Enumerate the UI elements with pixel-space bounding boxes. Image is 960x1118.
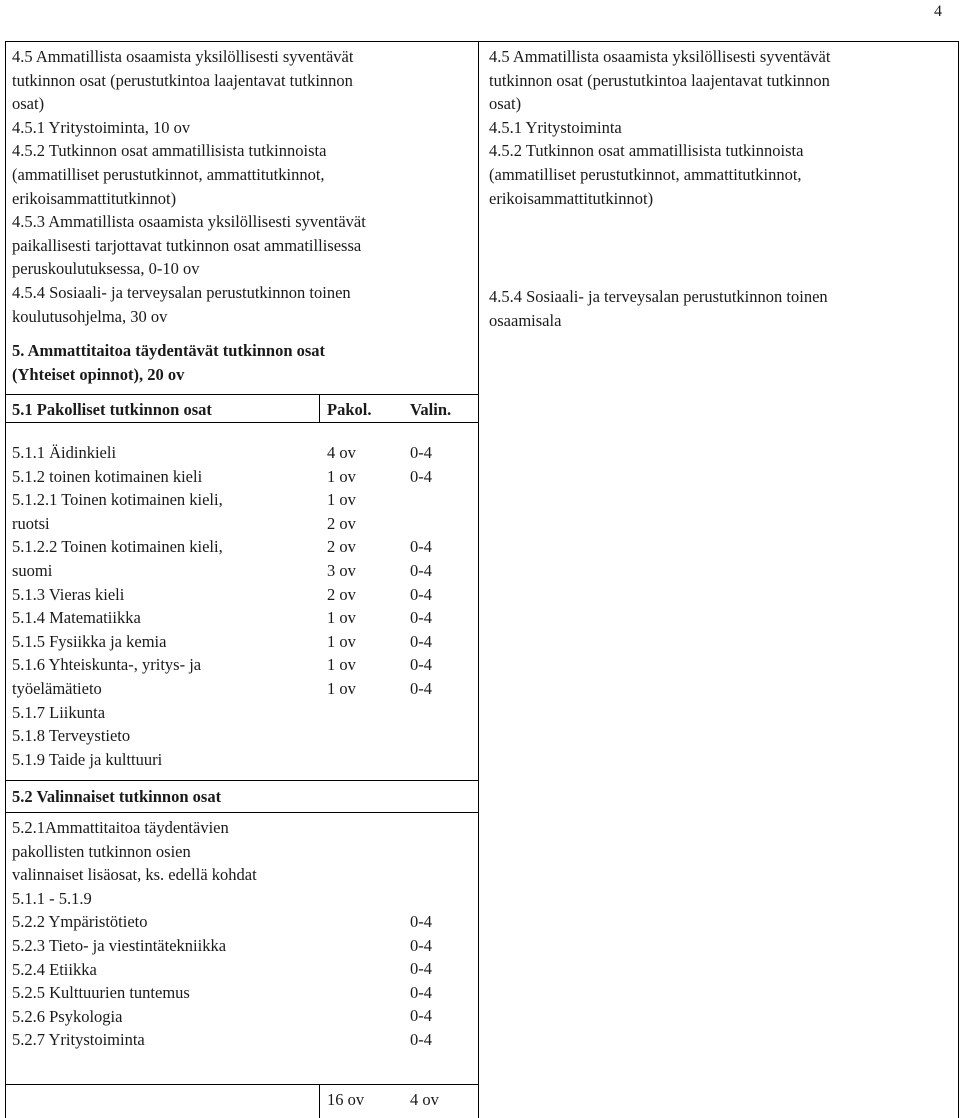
valin-value: 0-4 bbox=[410, 912, 432, 931]
course-name: 5.1.2.2 Toinen kotimainen kieli, bbox=[12, 537, 223, 557]
valin-value: 0-4 bbox=[410, 655, 432, 675]
pakol-value: 1 ov bbox=[327, 466, 356, 486]
left-intro-line: 4.5.4 Sosiaali- ja terveysalan perustutkinnon toinen bbox=[12, 282, 351, 302]
right-intro-list bbox=[489, 45, 830, 210]
pakol-value: 1 ov bbox=[327, 655, 356, 675]
course-name: 5.1.2 toinen kotimainen kieli bbox=[12, 466, 203, 486]
valin-value bbox=[410, 488, 432, 512]
course-name: suomi bbox=[12, 560, 53, 580]
valin-value: 0-4 bbox=[410, 959, 432, 979]
valin-value: 0-4 bbox=[410, 678, 432, 698]
left-intro-line: peruskoulutuksessa, 0-10 ov bbox=[12, 259, 200, 279]
valin-value: 0-4 bbox=[410, 982, 432, 1002]
course-name: ruotsi bbox=[12, 513, 50, 533]
valin-value: 0-4 bbox=[410, 443, 432, 462]
row-divider-section51 bbox=[5, 780, 479, 781]
course-name: pakollisten tutkinnon osien bbox=[12, 841, 191, 861]
column-header-pakol: Pakol. bbox=[327, 400, 372, 419]
course-name: 5.1.1 - 5.1.9 bbox=[12, 888, 92, 908]
course-name: 5.2.6 Psykologia bbox=[12, 1006, 123, 1026]
table-left-border bbox=[5, 41, 6, 1118]
section5-heading-line: (Yhteiset opinnot), 20 ov bbox=[12, 364, 185, 384]
course-name: 5.2.2 Ympäristötieto bbox=[12, 912, 148, 932]
left-intro-line: 4.5.2 Tutkinnon osat ammatillisista tutkinnoista bbox=[12, 141, 327, 161]
right-sosiaali-line: osaamisala bbox=[489, 310, 562, 330]
course-name: 5.1.7 Liikunta bbox=[12, 702, 106, 722]
section52-title: 5.2 Valinnaiset tutkinnon osat bbox=[12, 787, 222, 806]
pakol-value: 1 ov bbox=[327, 490, 356, 510]
right-intro-line: osat) bbox=[489, 94, 522, 114]
col-divider-pakol-header bbox=[319, 394, 320, 422]
pakol-value: 2 ov bbox=[327, 537, 356, 557]
course-name: 5.2.1Ammattitaitoa täydentävien bbox=[12, 818, 229, 837]
valin-value: 0-4 bbox=[410, 560, 432, 580]
section52-names bbox=[12, 816, 257, 1052]
valin-value: 0-4 bbox=[410, 935, 432, 955]
table-center-divider bbox=[478, 41, 479, 1118]
right-intro-line: erikoisammattitutkinnot) bbox=[489, 188, 654, 208]
course-name: 5.1.5 Fysiikka ja kemia bbox=[12, 631, 167, 651]
course-name: 5.1.1 Äidinkieli bbox=[12, 443, 117, 462]
left-intro-line: 4.5 Ammatillista osaamista yksilöllisesti syventävät bbox=[12, 47, 354, 66]
course-name: 5.1.9 Taide ja kulttuuri bbox=[12, 749, 163, 769]
right-intro-line: 4.5.2 Tutkinnon osat ammatillisista tutkinnoista bbox=[489, 141, 804, 161]
row-divider-header52 bbox=[5, 812, 479, 813]
right-intro-line: (ammatilliset perustutkinnot, ammattitutkinnot, bbox=[489, 164, 802, 184]
left-intro-line: 4.5.3 Ammatillista osaamista yksilöllisesti syventävät bbox=[12, 212, 366, 232]
left-intro-line: (ammatilliset perustutkinnot, ammattitutkinnot, bbox=[12, 164, 325, 184]
valin-value: 0-4 bbox=[410, 466, 432, 486]
course-name: valinnaiset lisäosat, ks. edellä kohdat bbox=[12, 865, 257, 885]
section51-names bbox=[12, 441, 223, 771]
section5-heading-line: 5. Ammattitaitoa täydentävät tutkinnon osat bbox=[12, 341, 326, 360]
right-sosiaali-line: 4.5.4 Sosiaali- ja terveysalan perustutkinnon toinen bbox=[489, 287, 828, 306]
pakol-value: 1 ov bbox=[327, 608, 356, 628]
right-intro-line: 4.5 Ammatillista osaamista yksilöllisesti syventävät bbox=[489, 47, 831, 66]
table-top-border bbox=[5, 41, 959, 42]
course-name: työelämätieto bbox=[12, 678, 102, 698]
course-name: 5.1.4 Matematiikka bbox=[12, 608, 141, 628]
valin-value: 0-4 bbox=[410, 1029, 432, 1049]
right-intro-line: tutkinnon osat (perustutkintoa laajentavat tutkinnon bbox=[489, 70, 830, 90]
right-intro-line: 4.5.1 Yritystoiminta bbox=[489, 117, 622, 137]
section51-valin-values bbox=[410, 441, 432, 701]
pakol-value: 1 ov bbox=[327, 631, 356, 651]
pakol-value: 2 ov bbox=[327, 584, 356, 604]
pakol-value: 4 ov bbox=[327, 443, 356, 462]
left-intro-list bbox=[12, 45, 366, 328]
table-right-border bbox=[958, 41, 959, 1118]
course-name: 5.1.3 Vieras kieli bbox=[12, 584, 125, 604]
valin-value: 0-4 bbox=[410, 631, 432, 651]
col-divider-totals bbox=[319, 1084, 320, 1118]
pakol-value: 2 ov bbox=[327, 513, 356, 533]
course-name: 5.1.8 Terveystieto bbox=[12, 726, 131, 746]
page-number: 4 bbox=[934, 3, 942, 20]
row-divider-heading5 bbox=[5, 394, 479, 395]
pakol-value: 3 ov bbox=[327, 560, 356, 580]
course-name: 5.1.2.1 Toinen kotimainen kieli, bbox=[12, 490, 223, 510]
section51-pakol-values bbox=[327, 441, 356, 701]
section5-heading bbox=[12, 339, 325, 386]
right-sosiaali-list bbox=[489, 285, 828, 332]
valin-value: 0-4 bbox=[410, 1006, 432, 1026]
course-name: 5.2.3 Tieto- ja viestintätekniikka bbox=[12, 935, 227, 955]
row-divider-totals bbox=[5, 1084, 479, 1085]
left-intro-line: erikoisammattitutkinnot) bbox=[12, 188, 177, 208]
valin-value bbox=[410, 512, 432, 536]
pakol-value: 1 ov bbox=[327, 678, 356, 698]
total-valin: 4 ov bbox=[410, 1090, 439, 1109]
valin-value: 0-4 bbox=[410, 608, 432, 628]
total-pakol: 16 ov bbox=[327, 1090, 365, 1109]
left-intro-line: tutkinnon osat (perustutkintoa laajentavat tutkinnon bbox=[12, 70, 353, 90]
course-name: 5.2.4 Etiikka bbox=[12, 959, 97, 979]
course-name: 5.2.5 Kulttuurien tuntemus bbox=[12, 983, 190, 1003]
left-intro-line: 4.5.1 Yritystoiminta, 10 ov bbox=[12, 117, 191, 137]
section52-valin-values bbox=[410, 910, 432, 1052]
course-name: 5.2.7 Yritystoiminta bbox=[12, 1030, 145, 1050]
left-intro-line: koulutusohjelma, 30 ov bbox=[12, 306, 168, 326]
left-intro-line: paikallisesti tarjottavat tutkinnon osat ammatillisessa bbox=[12, 235, 362, 255]
valin-value: 0-4 bbox=[410, 584, 432, 604]
valin-value: 0-4 bbox=[410, 537, 432, 557]
column-header-valin: Valin. bbox=[410, 400, 452, 419]
course-name: 5.1.6 Yhteiskunta-, yritys- ja bbox=[12, 655, 202, 675]
section51-title: 5.1 Pakolliset tutkinnon osat bbox=[12, 400, 212, 419]
row-divider-header51 bbox=[5, 422, 479, 423]
left-intro-line: osat) bbox=[12, 94, 45, 114]
